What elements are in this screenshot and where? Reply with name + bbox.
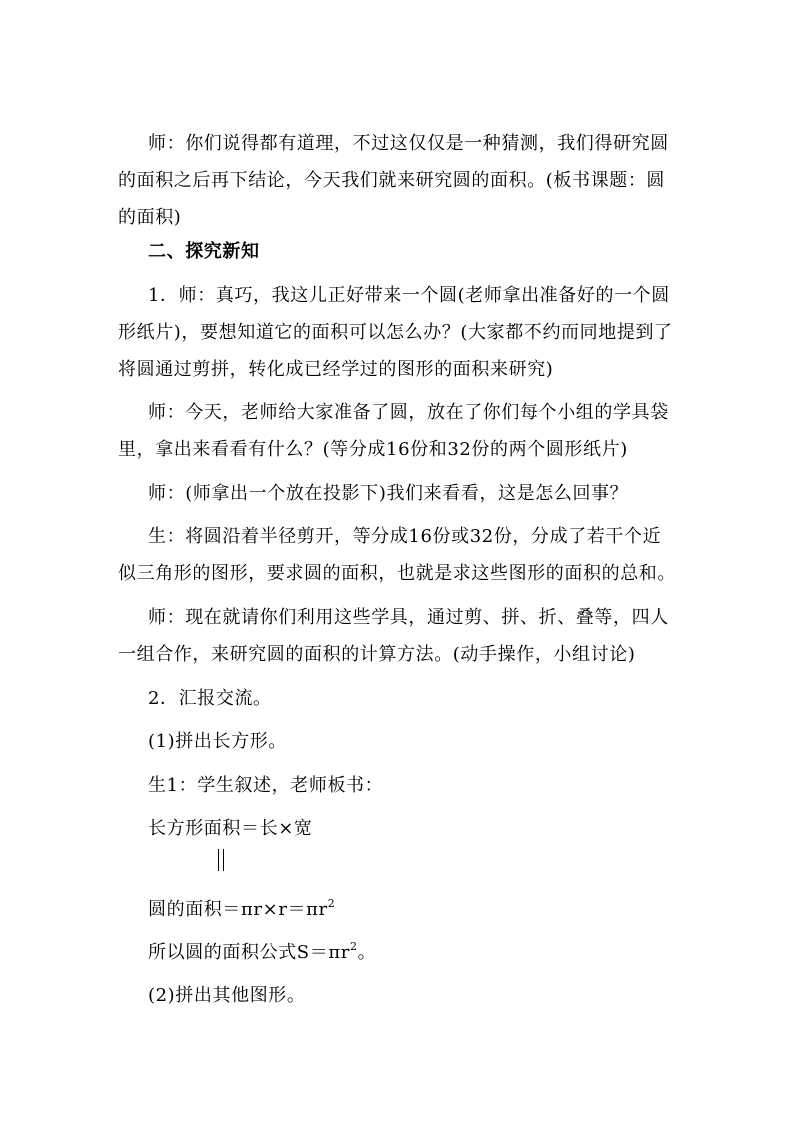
paragraph-line: 的面积) bbox=[118, 207, 182, 228]
paragraph-line: 师：你们说得都有道理，不过这仅仅是一种猜测，我们得研究圆 bbox=[148, 133, 669, 154]
paragraph-line: 生：将圆沿着半径剪开，等分成16份或32份，分成了若干个近 bbox=[148, 526, 662, 547]
paragraph-line: 2．汇报交流。 bbox=[148, 688, 272, 709]
formula-text: 所以圆的面积公式S＝πr bbox=[148, 942, 350, 963]
exponent: 2 bbox=[349, 940, 358, 953]
paragraph-line: (2)拼出其他图形。 bbox=[148, 985, 306, 1006]
paragraph-line: (1)拼出长方形。 bbox=[148, 731, 287, 752]
formula-line: 长方形面积＝长×宽 bbox=[148, 818, 313, 839]
paragraph-line: 的面积之后再下结论，今天我们就来研究圆的面积。(板书课题：圆 bbox=[118, 170, 666, 191]
paragraph-line: 生1：学生叙述，老师板书： bbox=[148, 775, 384, 796]
paragraph-line: 似三角形的图形，要求圆的面积，也就是求这些图形的面积的总和。 bbox=[118, 563, 676, 584]
formula-line bbox=[148, 898, 335, 922]
paragraph-line: 师：(师拿出一个放在投影下)我们来看看，这是怎么回事？ bbox=[148, 483, 629, 504]
paragraph-line: 里，拿出来看看有什么？(等分成16份和32份的两个圆形纸片) bbox=[118, 439, 628, 460]
paragraph-line: 1．师：真巧，我这儿正好带来一个圆(老师拿出准备好的一个圆 bbox=[148, 285, 670, 306]
paragraph-line: 师：今天，老师给大家准备了圆，放在了你们每个小组的学具袋 bbox=[148, 402, 669, 423]
punctuation: 。 bbox=[357, 942, 377, 963]
equivalence-mark bbox=[218, 849, 224, 871]
paragraph-line: 将圆通过剪拼，转化成已经学过的图形的面积来研究) bbox=[118, 359, 554, 380]
formula-line bbox=[148, 941, 376, 965]
exponent: 2 bbox=[327, 897, 336, 910]
paragraph-line: 一组合作，来研究圆的面积的计算方法。(动手操作，小组讨论) bbox=[118, 644, 636, 665]
formula-text: 圆的面积＝πr×r＝πr bbox=[148, 899, 328, 920]
section-heading: 二、探究新知 bbox=[148, 241, 260, 262]
paragraph-line: 形纸片)，要想知道它的面积可以怎么办？(大家都不约而同地提到了 bbox=[118, 322, 673, 343]
paragraph-line: 师：现在就请你们利用这些学具，通过剪、拼、折、叠等，四人 bbox=[148, 607, 669, 628]
